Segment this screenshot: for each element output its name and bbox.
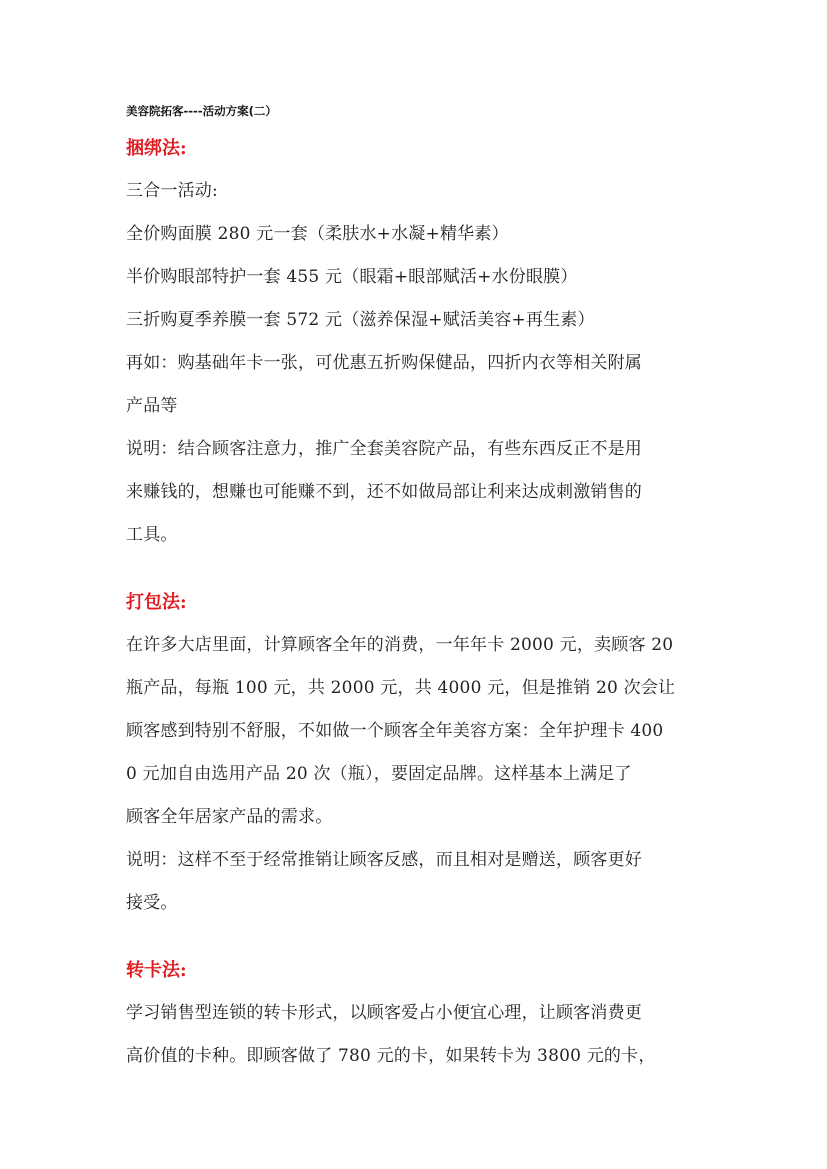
paragraph-line: 0 元加自由选用产品 20 次（瓶），要固定品牌。这样基本上满足了 [126,764,632,784]
paragraph-line: 说明：结合顾客注意力，推广全套美容院产品，有些东西反正不是用 [126,439,642,459]
section-heading-bundling: 捆绑法: [126,138,187,159]
paragraph-line: 来赚钱的，想赚也可能赚不到，还不如做局部让利来达成刺激销售的 [126,482,642,502]
paragraph-line: 接受。 [126,893,178,913]
paragraph-line: 高价值的卡种。即顾客做了 780 元的卡，如果转卡为 3800 元的卡， [126,1046,656,1066]
section-heading-card-transfer: 转卡法: [126,960,187,981]
paragraph-line: 三合一活动: [126,181,218,201]
paragraph-line: 半价购眼部特护一套 455 元（眼霜+眼部赋活+水份眼膜） [126,267,578,287]
document-title: 美容院拓客----活动方案(二） [126,104,277,118]
paragraph-line: 全价购面膜 280 元一套（柔肤水+水凝+精华素） [126,224,509,244]
paragraph-line: 三折购夏季养膜一套 572 元（滋养保湿+赋活美容+再生素） [126,310,595,330]
paragraph-line: 顾客全年居家产品的需求。 [126,807,333,827]
paragraph-line: 说明：这样不至于经常推销让顾客反感，而且相对是赠送，顾客更好 [126,850,642,870]
paragraph-line: 瓶产品，每瓶 100 元，共 2000 元，共 4000 元，但是推销 20 次会让 [126,678,676,698]
paragraph-line: 再如：购基础年卡一张，可优惠五折购保健品，四折内衣等相关附属 [126,353,642,373]
paragraph-line: 产品等 [126,396,178,416]
paragraph-line: 顾客感到特别不舒服，不如做一个顾客全年美容方案：全年护理卡 400 [126,721,664,741]
paragraph-line: 学习销售型连锁的转卡形式，以顾客爱占小便宜心理，让顾客消费更 [126,1003,642,1023]
paragraph-line: 在许多大店里面，计算顾客全年的消费，一年年卡 2000 元，卖顾客 20 [126,635,674,655]
section-heading-packaging: 打包法: [126,592,187,613]
paragraph-line: 工具。 [126,525,178,545]
